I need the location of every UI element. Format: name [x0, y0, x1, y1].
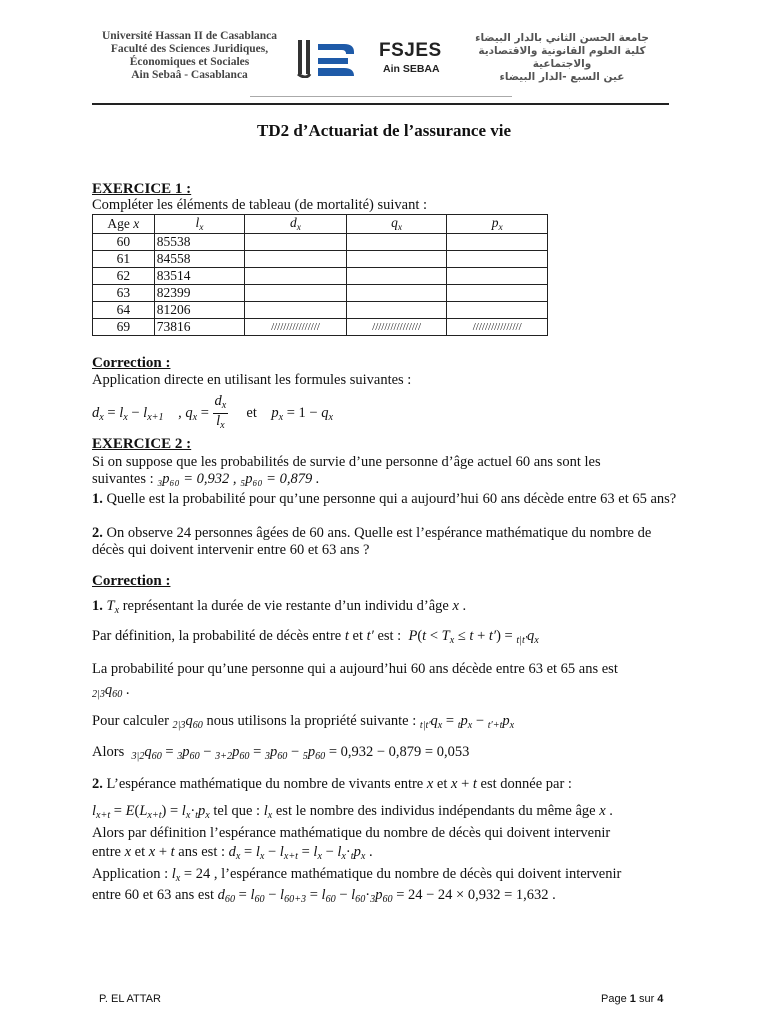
correction-text: nous utilisons la propriété suivante : [206, 713, 417, 729]
cell-age: 69 [93, 319, 155, 336]
table-row [93, 319, 548, 336]
statement-text: suivantes : [92, 471, 154, 487]
answer-number: 2. [92, 776, 103, 792]
footer-author: P. EL ATTAR [99, 993, 161, 1005]
exercise-2-statement-line1: Si on suppose que les probabilités de survie d’une personne d’âge actuel 60 ans sont les [92, 454, 601, 470]
university-name-arabic [462, 32, 662, 84]
header-divider [92, 103, 669, 105]
cell-dx [245, 302, 347, 319]
header-line: Faculté des Sciences Juridiques, [110, 43, 269, 55]
correction-text: Par définition, la probabilité de décès entre [92, 628, 342, 644]
correction-text: L’espérance mathématique du nombre de vivants entre [106, 776, 424, 792]
correction-text: ans est : [178, 844, 226, 860]
cell-dx [245, 251, 347, 268]
cell-px [447, 302, 548, 319]
cell-lx: 85538 [154, 234, 245, 251]
correction-line-10: Application : $l_x = 24$ , l’espérance mathématique du nombre de décès qui doivent intervenir [92, 866, 622, 884]
cell-age: 63 [93, 285, 155, 302]
survival-probabilities: ₃p₆₀ = 0,932 , ₅p₆₀ = 0,879 . [157, 471, 320, 487]
cell-px: //////////////// [447, 319, 548, 336]
question-number: 2. [92, 525, 103, 541]
footer-page-number [601, 993, 663, 1005]
correction-text: Application : [92, 866, 169, 882]
table-row [93, 251, 548, 268]
table-row [93, 285, 548, 302]
table-row [93, 302, 548, 319]
university-logo-icon [296, 38, 358, 78]
cell-age: 61 [93, 251, 155, 268]
numeric-result: = 24 − 24 × 0,932 = 1,632 . [396, 887, 556, 903]
cell-qx [346, 285, 447, 302]
correction-line-5: Alors $_{3|2}q_{60} = _3p_{60} - _{3+2}p_{60} = _3p_{60} - _5p_{60} = 0,932 - 0,879 = 0,053$ [92, 744, 470, 762]
correction-text: est le nombre des individus indépendants du même âge [275, 803, 596, 819]
header-line: Université Hassan II de Casablanca [101, 30, 278, 42]
correction-line-1: 1. $T_x$ représentant la durée de vie restante d’un individu d’âge x . [92, 598, 467, 616]
university-name-latin [97, 30, 282, 82]
correction-line-11: entre 60 et 63 ans est $d_{60} = l_{60} - l_{60+3} = l_{60} - l_{60}\cdot_3p_{60} = 24 - 24 \times 0,932 = 1,632$ . [92, 887, 556, 905]
correction-text: entre 60 et 63 ans est [92, 887, 215, 903]
correction-line-3: La probabilité pour qu’une personne qui a aujourd’hui 60 ans décède entre 63 et 65 ans est [92, 661, 618, 677]
correction-line-6: 2. L’espérance mathématique du nombre de vivants entre x et x + t est donnée par : [92, 776, 572, 792]
col-header-dx: $d_x$ [245, 215, 347, 234]
cell-qx [346, 251, 447, 268]
cell-dx: //////////////// [245, 319, 347, 336]
question-number: 1. [92, 491, 103, 507]
correction-text: est donnée par : [480, 776, 572, 792]
question-text: Quelle est la probabilité pour qu’une personne qui a aujourd’hui 60 ans décède entre 63 et 65 ans? [102, 491, 677, 507]
document-title: TD2 d’Actuariat de l’assurance vie [256, 121, 512, 140]
fraction-dx-over-lx: $\frac{d_x}{l_x}$ [214, 393, 227, 431]
cell-px [447, 234, 548, 251]
exercise-1-correction-text: Application directe en utilisant les formules suivantes : [92, 372, 412, 388]
correction-line-4: Pour calculer $_{2|3}q_{60}$ nous utilisons la propriété suivante : $_{t|t'}q_x = _tp_x - _{t'+t}p_x$ [92, 713, 515, 731]
cell-qx [346, 234, 447, 251]
col-header-age: Age x [93, 215, 155, 234]
correction-text: Pour calculer [92, 713, 169, 729]
cell-age: 64 [93, 302, 155, 319]
cell-lx: 81206 [154, 302, 245, 319]
cell-dx [245, 285, 347, 302]
cell-dx [245, 268, 347, 285]
correction-line-3b: $_{2|3}q_{60}$ . [92, 682, 130, 700]
exercise-2-correction-heading: Correction : [92, 573, 171, 589]
exercise-2-heading: EXERCICE 2 : [92, 436, 192, 452]
cell-qx [346, 302, 447, 319]
formula-separator: , [178, 404, 182, 421]
header-thin-divider [250, 96, 512, 97]
cell-px [447, 285, 548, 302]
cell-px [447, 268, 548, 285]
exercise-2-statement-line2 [92, 471, 682, 488]
col-header-px: $p_x$ [447, 215, 548, 234]
header-line: عين السبع -الدار البيضاء [499, 71, 625, 83]
header-line: Économiques et Sociales [129, 56, 250, 68]
exercise-1-intro: Compléter les éléments de tableau (de mortalité) suivant : [92, 197, 428, 213]
connector-text: est : [377, 628, 402, 644]
cell-age: 62 [93, 268, 155, 285]
formula-connector: et [246, 404, 257, 421]
correction-line-8: Alors par définition l’espérance mathématique du nombre de décès qui doivent intervenir [92, 825, 611, 841]
header-line: جامعة الحسن الثاني بالدار البيضاء [475, 32, 649, 44]
exercise-1-heading: EXERCICE 1 : [92, 181, 192, 197]
cell-px [447, 251, 548, 268]
numeric-result: = 0,932 − 0,879 = 0,053 [328, 744, 470, 760]
cell-age: 60 [93, 234, 155, 251]
cell-lx: 83514 [154, 268, 245, 285]
mortality-table [92, 214, 548, 336]
correction-text: , l’espérance mathématique du nombre de décès qui doivent intervenir [213, 866, 622, 882]
current-page: 1 [629, 993, 636, 1005]
exercise-1-formulas: $d_x = l_x - l_{x+1}$ , $q_x$ = $\frac{d_x}{l_x}$ et $p_x = 1 - q_x$ [92, 393, 333, 431]
table-header-row [93, 215, 548, 234]
cell-lx: 73816 [154, 319, 245, 336]
question-text: On observe 24 personnes âgées de 60 ans. Quelle est l’espérance mathématique du nombre de décès qui doivent intervenir entre 60 et 63 ans ? [92, 525, 652, 558]
correction-text: entre [92, 844, 121, 860]
correction-line-7: $l_{x+t} = E(L_{x+t}) = l_x\cdot_tp_x$ tel que : $l_x$ est le nombre des individus indépendants du même âge x . [92, 803, 613, 821]
correction-line-9: entre x et x + t ans est : $d_x = l_x - l_{x+t} = l_x - l_x\cdot_tp_x$ . [92, 844, 373, 862]
question-1 [92, 491, 682, 508]
faculty-campus: Ain SEBAA [383, 63, 440, 75]
table-row [93, 268, 548, 285]
connector-text: et [352, 628, 363, 644]
cell-lx: 82399 [154, 285, 245, 302]
correction-text: Alors [92, 744, 125, 760]
cell-qx: //////////////// [346, 319, 447, 336]
exercise-1-correction-heading: Correction : [92, 355, 171, 371]
correction-line-2: Par définition, la probabilité de décès entre t et t′ est : $P(t < T_x \le t + t') = _{t|t'}q_x$ [92, 628, 539, 646]
table-row [93, 234, 548, 251]
question-2 [92, 525, 682, 559]
correction-text: représentant la durée de vie restante d’un individu d’âge [122, 598, 449, 614]
col-header-lx: $l_x$ [154, 215, 245, 234]
cell-lx: 84558 [154, 251, 245, 268]
answer-number: 1. [92, 598, 103, 614]
col-header-qx: $q_x$ [346, 215, 447, 234]
cell-dx [245, 234, 347, 251]
total-pages: 4 [657, 993, 664, 1005]
cell-qx [346, 268, 447, 285]
header-line: كلية العلوم القانونية والاقتصادية والاجتماعية [478, 45, 646, 70]
correction-text: tel que : [213, 803, 261, 819]
faculty-acronym: FSJES [379, 40, 442, 61]
page-label: Page [601, 993, 627, 1005]
header-line: Ain Sebaâ - Casablanca [131, 69, 248, 81]
page-of-label: sur [638, 993, 655, 1005]
